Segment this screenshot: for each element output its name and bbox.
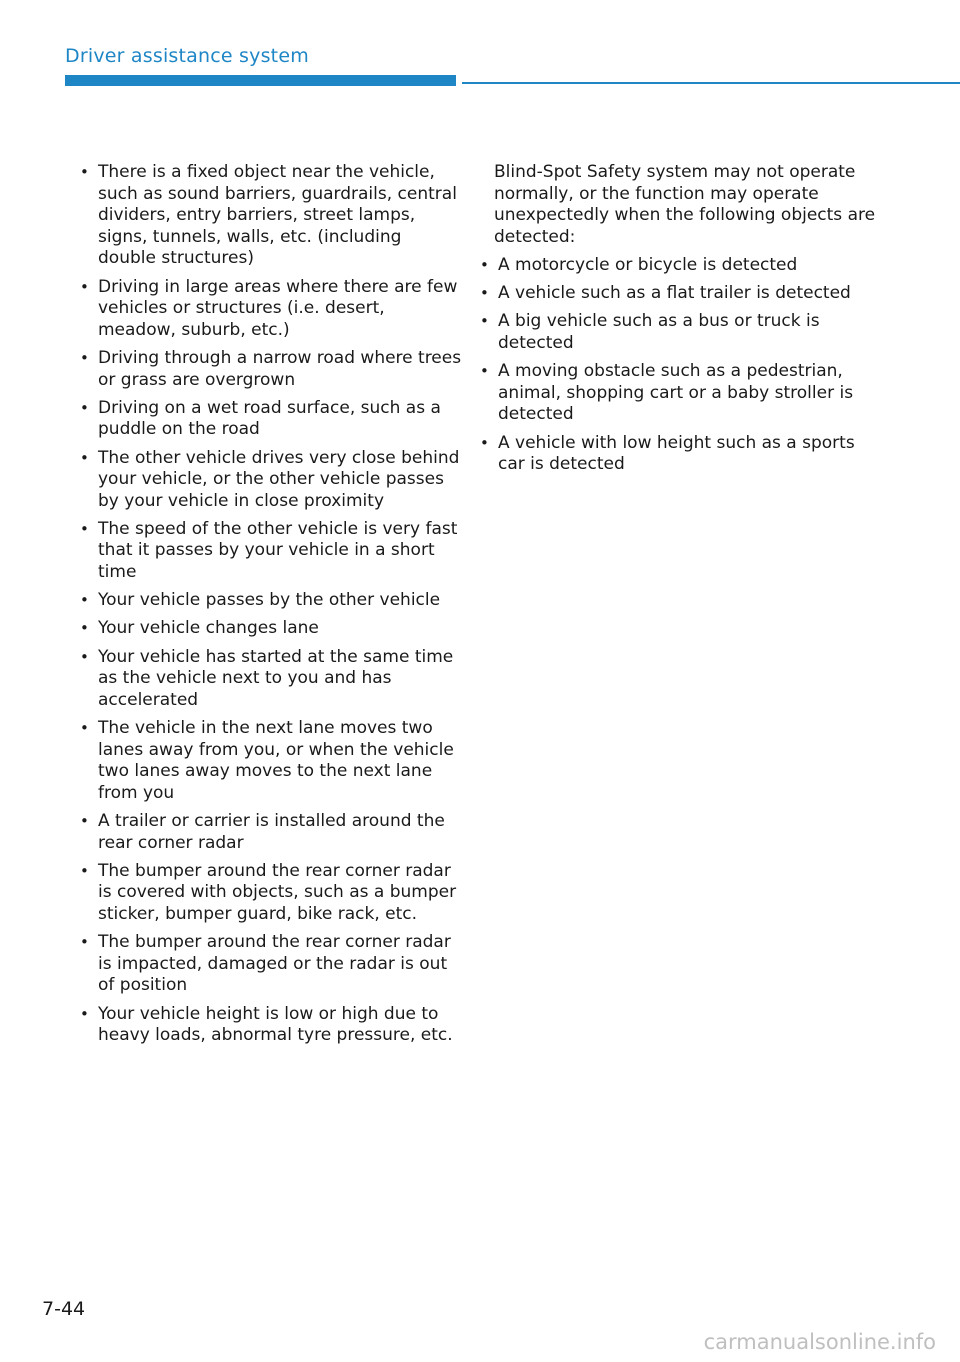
list-item: • Your vehicle height is low or high due to heavy loads, abnormal tyre pressure, etc. xyxy=(80,1003,453,1046)
list-item: • The speed of the other vehicle is very fast that it passes by your vehicle in a short time xyxy=(80,518,458,583)
list-item: • A trailer or carrier is installed around the rear corner radar xyxy=(80,810,445,853)
list-item: • A motorcycle or bicycle is detected xyxy=(480,254,798,275)
bullet-icon: • xyxy=(80,719,89,737)
list-item: • Your vehicle passes by the other vehicle xyxy=(80,590,441,611)
bullet-icon: • xyxy=(80,811,89,830)
left-column xyxy=(78,162,463,1053)
list-item: • The other vehicle drives very close behind your vehicle, or the other vehicle passes by your vehicle in close proximity xyxy=(80,447,460,511)
list-item: • The bumper around the rear corner radar is covered with objects, such as a bumper sticker, bumper guard, bike rack, etc. xyxy=(80,860,457,924)
intro-paragraph: Blind-Spot Safety system may not operate normally, or the function may operate unexpectedly when the following objects are detected: xyxy=(494,162,876,247)
bullet-icon: • xyxy=(80,1004,89,1023)
bullet-icon: • xyxy=(80,591,89,610)
list-item: • The vehicle in the next lane moves two lanes away from you, or when the vehicle two lanes away moves to the next lane from you xyxy=(80,718,454,803)
list-item: • Driving on a wet road surface, such as a puddle on the road xyxy=(80,397,441,440)
bullet-icon: • xyxy=(80,933,89,952)
page-number: 7-44 xyxy=(42,1298,86,1320)
list-item: • A big vehicle such as a bus or truck is detected xyxy=(480,311,820,353)
list-item: • A vehicle such as a flat trailer is detected xyxy=(480,283,851,304)
section-title: Driver assistance system xyxy=(65,45,309,67)
right-column xyxy=(480,162,879,482)
list-item: • There is a fixed object near the vehicle, such as sound barriers, guardrails, central dividers, entry barriers, street lamps, signs, tunnels, walls, etc. (including double structures) xyxy=(80,162,457,269)
list-item: • Your vehicle changes lane xyxy=(80,618,319,639)
header-rule-thick xyxy=(65,75,456,86)
bullet-icon: • xyxy=(80,398,89,417)
bullet-icon: • xyxy=(480,362,489,381)
list-item: • The bumper around the rear corner radar is impacted, damaged or the radar is out of position xyxy=(80,932,451,996)
list-item: • A moving obstacle such as a pedestrian, animal, shopping cart or a baby stroller is detected xyxy=(480,361,854,425)
bullet-icon: • xyxy=(80,348,89,367)
bullet-icon: • xyxy=(480,433,489,452)
bullet-icon: • xyxy=(80,861,89,880)
list-item: • Your vehicle has started at the same time as the vehicle next to you and has accelerated xyxy=(80,646,454,710)
list-item: • Driving in large areas where there are few vehicles or structures (i.e. desert, meadow, suburb, etc.) xyxy=(80,276,458,340)
header-rule-thin xyxy=(462,82,960,84)
right-bullet-list xyxy=(478,255,879,476)
list-item: • A vehicle with low height such as a sports car is detected xyxy=(480,432,855,475)
bullet-icon: • xyxy=(480,312,489,331)
list-item: • Driving through a narrow road where trees or grass are overgrown xyxy=(80,347,462,390)
bullet-icon: • xyxy=(80,519,89,538)
left-bullet-list xyxy=(78,162,463,1047)
bullet-icon: • xyxy=(80,647,89,666)
bullet-icon: • xyxy=(480,284,489,303)
bullet-icon: • xyxy=(80,277,89,296)
bullet-icon: • xyxy=(80,448,89,467)
bullet-icon: • xyxy=(80,619,89,638)
watermark: carmanualsonline.info xyxy=(703,1330,936,1354)
bullet-icon: • xyxy=(480,255,489,274)
bullet-icon: • xyxy=(80,163,89,181)
